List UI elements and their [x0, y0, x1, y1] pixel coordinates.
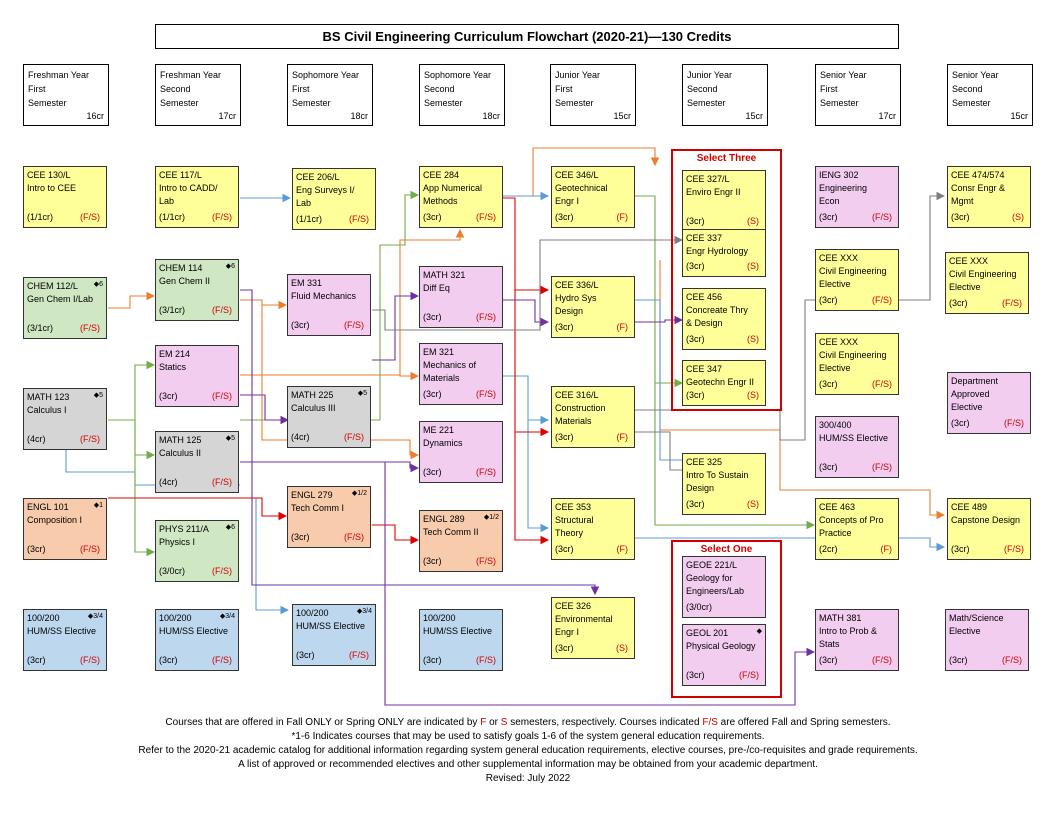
course-me221[interactable] [419, 421, 503, 483]
course-cee206[interactable] [292, 168, 376, 230]
course-cee284[interactable] [419, 166, 503, 228]
course-name: CEE 327/L Enviro Engr II [686, 174, 741, 197]
course-hum5[interactable] [815, 416, 899, 478]
course-cee489[interactable] [947, 498, 1031, 560]
course-name: MATH 321 Diff Eq [423, 270, 466, 293]
course-offered: (F/S) [80, 544, 100, 554]
course-credits: (3cr) [555, 432, 574, 442]
semester-label: Sophomore Year Second Semester [424, 70, 492, 108]
course-name: CHEM 112/L Gen Chem I/Lab [27, 281, 94, 304]
course-offered: (F/S) [349, 650, 369, 660]
course-cee316[interactable] [551, 386, 635, 448]
semester-credits: 15cr [613, 111, 631, 121]
course-math-science-elective[interactable] [945, 609, 1029, 671]
course-math381[interactable] [815, 609, 899, 671]
course-offered: (F/S) [80, 434, 100, 444]
course-name: CEE 325 Intro To Sustain Design [686, 457, 749, 493]
footer-legend [0, 716, 1056, 729]
course-cee-elective-2[interactable] [815, 333, 899, 395]
course-offered: (F/S) [344, 432, 364, 442]
course-credits: (3/1cr) [159, 305, 186, 315]
semester-credits: 16cr [86, 111, 104, 121]
course-credits: (3cr) [423, 312, 442, 322]
course-name: Department Approved Elective [951, 376, 999, 412]
gen-ed-mark: ◆6 [93, 281, 103, 288]
course-credits: (3cr) [819, 379, 838, 389]
course-name: CEE 474/574 Consr Engr & Mgmt [951, 170, 1006, 206]
arrow-math321-cee336 [500, 300, 548, 322]
course-credits: (3/0cr) [159, 566, 186, 576]
course-name: CEE 347 Geotechn Engr II [686, 364, 755, 387]
gen-ed-mark: ◆6 [225, 524, 235, 531]
course-name: PHYS 211/A Physics I [159, 524, 209, 547]
course-offered: (F/S) [476, 467, 496, 477]
course-credits: (3cr) [951, 212, 970, 222]
arrow-math123-em214-green [135, 365, 154, 420]
arrow-math123-phys211 [135, 420, 154, 552]
course-credits: (3cr) [291, 532, 310, 542]
course-offered: (S) [747, 334, 759, 344]
course-credits: (3cr) [949, 298, 968, 308]
course-offered: (F/S) [80, 212, 100, 222]
course-offered: (F/S) [476, 556, 496, 566]
page-title: BS Civil Engineering Curriculum Flowchart (2020-21)—130 Credits [155, 24, 899, 49]
course-name: CEE 326 Environmental Engr I [555, 601, 613, 637]
course-credits: (3cr) [423, 467, 442, 477]
course-offered: (F/S) [349, 214, 369, 224]
course-credits: (3cr) [951, 544, 970, 554]
course-name: EM 214 Statics [159, 349, 191, 372]
arrow-cee316-cee325 [634, 432, 682, 470]
course-offered: (F) [616, 544, 628, 554]
semester-label: Freshman Year Second Semester [160, 70, 222, 108]
course-name: CEE XXX Civil Engineering Elective [819, 253, 887, 289]
semester-header [419, 64, 505, 126]
footer-text: are offered Fall and Spring semesters. [717, 717, 891, 728]
course-credits: (3cr) [686, 670, 705, 680]
course-credits: (3/0cr) [686, 602, 713, 612]
footer-electives-note: A list of approved or recommended electives and other supplemental information may be obtained from your academic department. [238, 759, 818, 770]
course-offered: (F/S) [212, 566, 232, 576]
course-offered: (F/S) [476, 312, 496, 322]
arrow-math125-me221 [265, 462, 418, 468]
gen-ed-mark: ◆5 [357, 390, 367, 397]
course-ieng302[interactable] [815, 166, 899, 228]
course-credits: (3/1cr) [27, 323, 54, 333]
course-name: ENGL 279 Tech Comm I [291, 490, 345, 513]
course-name: MATH 225 Calculus III [291, 390, 336, 413]
course-offered: (S) [747, 499, 759, 509]
course-credits: (1/1cr) [159, 212, 186, 222]
course-credits: (3cr) [686, 261, 705, 271]
course-name: 300/400 HUM/SS Elective [819, 420, 889, 443]
course-credits: (3cr) [686, 334, 705, 344]
course-name: EM 331 Fluid Mechanics [291, 278, 357, 301]
course-name: CEE 353 Structural Theory [555, 502, 594, 538]
course-name: ME 221 Dynamics [423, 425, 463, 448]
course-name: 100/200 HUM/SS Elective [423, 613, 493, 636]
course-offered: (F/S) [212, 212, 232, 222]
semester-credits: 17cr [218, 111, 236, 121]
course-offered: (F) [616, 432, 628, 442]
course-hum1[interactable] [23, 609, 107, 671]
course-offered: (F/S) [739, 670, 759, 680]
course-engl279[interactable] [287, 486, 371, 548]
arrow-em214-math225 [240, 395, 288, 420]
course-chem112[interactable] [23, 277, 107, 339]
course-credits: (3cr) [555, 322, 574, 332]
course-cee117[interactable] [155, 166, 239, 228]
gen-ed-mark: ◆1/2 [351, 490, 367, 497]
select-one-label: Select One [700, 544, 753, 555]
course-credits: (3cr) [951, 418, 970, 428]
course-offered: (S) [747, 390, 759, 400]
course-geoe221[interactable] [682, 556, 766, 618]
semester-credits: 18cr [350, 111, 368, 121]
course-offered: (F/S) [212, 655, 232, 665]
semester-credits: 18cr [482, 111, 500, 121]
course-offered: (F/S) [80, 323, 100, 333]
course-offered: (F/S) [476, 389, 496, 399]
course-offered: (F/S) [212, 477, 232, 487]
course-offered: (F/S) [872, 462, 892, 472]
course-cee325[interactable] [682, 453, 766, 515]
course-offered: (F/S) [344, 532, 364, 542]
gen-ed-mark: ◆3/4 [87, 613, 103, 620]
course-name: Math/Science Elective [949, 613, 1004, 636]
course-credits: (3cr) [27, 544, 46, 554]
course-offered: (F/S) [476, 212, 496, 222]
course-credits: (4cr) [27, 434, 46, 444]
course-hum3[interactable] [292, 604, 376, 666]
arrow-engl101-engl279 [108, 498, 286, 516]
course-name: ENGL 101 Composition I [27, 502, 83, 525]
footer-text: or [486, 717, 501, 728]
course-cee-elective-1[interactable] [815, 249, 899, 311]
course-offered: (F/S) [1002, 298, 1022, 308]
course-name: CEE XXX Civil Engineering Elective [949, 256, 1017, 292]
course-name: CEE 489 Capstone Design [951, 502, 1021, 525]
arrow-em321-cee316 [500, 376, 548, 420]
course-cee336[interactable] [551, 276, 635, 338]
course-math123[interactable] [23, 388, 107, 450]
course-credits: (1/1cr) [27, 212, 54, 222]
course-credits: (3cr) [423, 655, 442, 665]
course-em331[interactable] [287, 274, 371, 336]
course-name: MATH 123 Calculus I [27, 392, 70, 415]
arrow-em321-cee353 [528, 420, 548, 528]
course-offered: (F) [880, 544, 892, 554]
course-name: CEE 206/L Eng Surveys I/ Lab [296, 172, 355, 208]
course-chem114[interactable] [155, 259, 239, 321]
arrow-chem112-chem114 [108, 296, 154, 308]
arrow-engl279-engl289 [372, 525, 418, 540]
course-credits: (3cr) [27, 655, 46, 665]
course-credits: (3cr) [555, 544, 574, 554]
arrow-cee284-cee336 [500, 198, 548, 290]
gen-ed-mark: ◆3/4 [219, 613, 235, 620]
course-name: 100/200 HUM/SS Elective [159, 613, 229, 636]
course-credits: (3cr) [686, 390, 705, 400]
course-offered: (F) [616, 212, 628, 222]
course-credits: (3cr) [555, 212, 574, 222]
course-math125[interactable] [155, 431, 239, 493]
course-cee327[interactable] [682, 170, 766, 232]
course-credits: (2cr) [819, 544, 838, 554]
gen-ed-mark: ◆6 [225, 263, 235, 270]
semester-label: Junior Year Second Semester [687, 70, 733, 108]
course-offered: (S) [616, 643, 628, 653]
course-name: CEE 284 App Numerical Methods [423, 170, 483, 206]
course-name: GEOE 221/L Geology for Engineers/Lab [686, 560, 745, 596]
course-offered: (F/S) [872, 295, 892, 305]
course-name: 100/200 HUM/SS Elective [296, 608, 366, 631]
course-credits: (3cr) [555, 643, 574, 653]
course-cee456[interactable] [682, 288, 766, 350]
course-credits: (3cr) [686, 499, 705, 509]
course-credits: (4cr) [291, 432, 310, 442]
course-engl101[interactable] [23, 498, 107, 560]
course-math225[interactable] [287, 386, 371, 448]
course-name: ENGL 289 Tech Comm II [423, 514, 479, 537]
gen-ed-mark: ◆3/4 [356, 608, 372, 615]
course-name: 100/200 HUM/SS Elective [27, 613, 97, 636]
semester-header [682, 64, 768, 126]
gen-ed-mark: ◆1/2 [483, 514, 499, 521]
footer-text: Courses that are offered in Fall ONLY or Spring ONLY are indicated by [165, 717, 481, 728]
spring-code: S [500, 717, 508, 728]
semester-label: Junior Year First Semester [555, 70, 601, 108]
course-name: CEE 117/L Intro to CADD/ Lab [159, 170, 218, 206]
course-cee337[interactable] [682, 229, 766, 277]
arrow-math123-math125 [108, 420, 154, 455]
course-offered: (F/S) [1002, 655, 1022, 665]
semester-header [815, 64, 901, 126]
course-cee326[interactable] [551, 597, 635, 659]
footer-catalog-note: Refer to the 2020-21 academic catalog for additional information regarding system general education requirements, elective courses, pre-/co-requisites and grade requirements. [138, 745, 918, 756]
course-credits: (4cr) [159, 477, 178, 487]
semester-credits: 15cr [1010, 111, 1028, 121]
course-name: GEOL 201 Physical Geology [686, 628, 756, 651]
course-credits: (3cr) [949, 655, 968, 665]
course-name: MATH 125 Calculus II [159, 435, 202, 458]
course-offered: (F) [616, 322, 628, 332]
gen-ed-mark: ◆ [756, 628, 762, 635]
semester-header [947, 64, 1033, 126]
course-credits: (3cr) [423, 389, 442, 399]
course-name: CEE 337 Engr Hydrology [686, 233, 749, 256]
course-dept-elective[interactable] [947, 372, 1031, 434]
course-name: EM 321 Mechanics of Materials [423, 347, 477, 383]
course-cee-elective-3[interactable] [945, 252, 1029, 314]
gen-ed-mark: ◆1 [93, 502, 103, 509]
course-name: CEE XXX Civil Engineering Elective [819, 337, 887, 373]
course-credits: (3cr) [291, 320, 310, 330]
footer-gen-ed-note: *1-6 Indicates courses that may be used to satisfy goals 1-6 of the system general education requirements. [291, 731, 765, 742]
course-credits: (3cr) [159, 391, 178, 401]
course-hum2[interactable] [155, 609, 239, 671]
course-offered: (F/S) [872, 379, 892, 389]
course-offered: (S) [747, 261, 759, 271]
course-name: CEE 336/L Hydro Sys Design [555, 280, 599, 316]
select-three-label: Select Three [696, 153, 757, 164]
course-offered: (F/S) [80, 655, 100, 665]
semester-header [550, 64, 636, 126]
course-engl289[interactable] [419, 510, 503, 572]
course-geol201[interactable] [682, 624, 766, 686]
course-offered: (F/S) [476, 655, 496, 665]
course-credits: (3cr) [819, 655, 838, 665]
course-phys211[interactable] [155, 520, 239, 582]
course-name: CEE 316/L Construction Materials [555, 390, 606, 426]
course-name: CEE 456 Concreate Thry & Design [686, 292, 748, 328]
course-name: CEE 346/L Geotechnical Engr I [555, 170, 608, 206]
course-offered: (S) [1012, 212, 1024, 222]
course-credits: (3cr) [819, 462, 838, 472]
arrow-red-cee353 [515, 432, 548, 540]
arrow-red-cee316 [515, 290, 548, 432]
course-credits: (3cr) [819, 212, 838, 222]
course-offered: (F/S) [212, 305, 232, 315]
course-name: CHEM 114 Gen Chem II [159, 263, 211, 286]
course-math321[interactable] [419, 266, 503, 328]
course-name: CEE 130/L Intro to CEE [27, 170, 77, 193]
semester-header [23, 64, 109, 126]
arrow-blue-hum3 [256, 498, 288, 610]
semester-credits: 15cr [745, 111, 763, 121]
fall-spring-code: F/S [702, 717, 718, 728]
course-offered: (F/S) [872, 655, 892, 665]
course-credits: (3cr) [423, 556, 442, 566]
course-offered: (F/S) [1004, 418, 1024, 428]
course-cee346[interactable] [551, 166, 635, 228]
gen-ed-mark: ◆5 [93, 392, 103, 399]
semester-credits: 17cr [878, 111, 896, 121]
arrow-em214-em321 [240, 375, 418, 376]
course-credits: (1/1cr) [296, 214, 323, 224]
arrow-chem114-em331 [240, 300, 286, 305]
fall-code: F [480, 717, 487, 728]
course-cee474[interactable] [947, 166, 1031, 228]
course-em214[interactable] [155, 345, 239, 407]
course-credits: (3cr) [686, 216, 705, 226]
course-em321[interactable] [419, 343, 503, 405]
course-cee463[interactable] [815, 498, 899, 560]
course-cee347[interactable] [682, 360, 766, 406]
course-offered: (F/S) [344, 320, 364, 330]
course-credits: (3cr) [159, 655, 178, 665]
course-hum4[interactable] [419, 609, 503, 671]
semester-header [287, 64, 373, 126]
semester-label: Senior Year First Semester [820, 70, 867, 108]
course-name: MATH 381 Intro to Prob & Stats [819, 613, 878, 649]
course-name: CEE 463 Concepts of Pro Practice [819, 502, 884, 538]
arrow-green-cee284 [380, 195, 418, 420]
semester-label: Freshman Year First Semester [28, 70, 90, 108]
course-credits: (3cr) [423, 212, 442, 222]
course-credits: (3cr) [296, 650, 315, 660]
semester-label: Sophomore Year First Semester [292, 70, 360, 108]
course-credits: (3cr) [819, 295, 838, 305]
semester-label: Senior Year Second Semester [952, 70, 999, 108]
gen-ed-mark: ◆5 [225, 435, 235, 442]
semester-header [155, 64, 241, 126]
course-offered: (F/S) [212, 391, 232, 401]
course-offered: (F/S) [872, 212, 892, 222]
course-offered: (S) [747, 216, 759, 226]
course-name: IENG 302 Engineering Econ [819, 170, 868, 206]
course-offered: (F/S) [1004, 544, 1024, 554]
footer-text: semesters, respectively. Courses indicated [507, 717, 703, 728]
course-cee130[interactable] [23, 166, 107, 228]
arrow-math225-math321 [372, 296, 418, 360]
footer-revised: Revised: July 2022 [485, 773, 571, 784]
course-cee353[interactable] [551, 498, 635, 560]
